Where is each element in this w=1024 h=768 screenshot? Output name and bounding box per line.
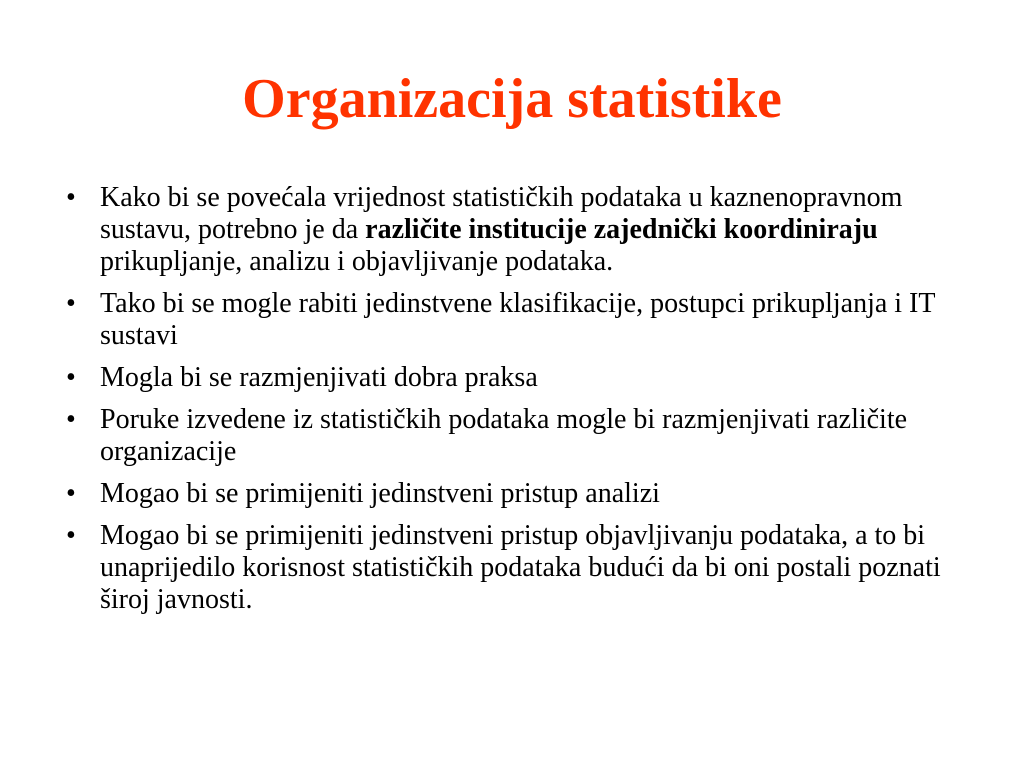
bullet-text: Mogao bi se primijeniti jedinstveni pristup analizi xyxy=(100,478,660,509)
bullet-text: Mogao bi se primijeniti jedinstveni pristup objavljivanju podataka, a to bi unaprijedilo korisnost statističkih podataka budući da bi oni postali poznati široj javnosti. xyxy=(100,520,941,615)
bullet-item xyxy=(66,362,956,394)
bullet-text: Poruke izvedene iz statističkih podataka mogle bi razmjenjivati različite organizacije xyxy=(100,404,908,467)
bullet-text-end: prikupljanje, analizu i objavljivanje podataka. xyxy=(100,246,614,277)
slide-title: Organizacija statistike xyxy=(242,68,782,130)
bullet-dot: • xyxy=(66,404,76,435)
bullet-dot: • xyxy=(66,182,76,213)
bullet-text: Tako bi se mogle rabiti jedinstvene klasifikacije, postupci prikupljanja i IT sustavi xyxy=(100,288,935,351)
bullet-item xyxy=(66,404,956,468)
bullet-item xyxy=(66,478,956,510)
bullet-text-start: Kako bi se povećala vrijednost statističkih podataka u kaznenopravnom sustavu, potrebno je da xyxy=(100,182,903,245)
bullet-dot: • xyxy=(66,288,76,319)
bullet-text: Mogla bi se razmjenjivati dobra praksa xyxy=(100,362,538,393)
bullet-item xyxy=(66,182,956,278)
bullet-list xyxy=(66,182,956,626)
bullet-text-emphasis: različite institucije zajednički koordiniraju xyxy=(365,214,878,245)
bullet-item xyxy=(66,520,956,616)
bullet-item xyxy=(66,288,956,352)
bullet-dot: • xyxy=(66,478,76,509)
bullet-dot: • xyxy=(66,362,76,393)
bullet-dot: • xyxy=(66,520,76,551)
